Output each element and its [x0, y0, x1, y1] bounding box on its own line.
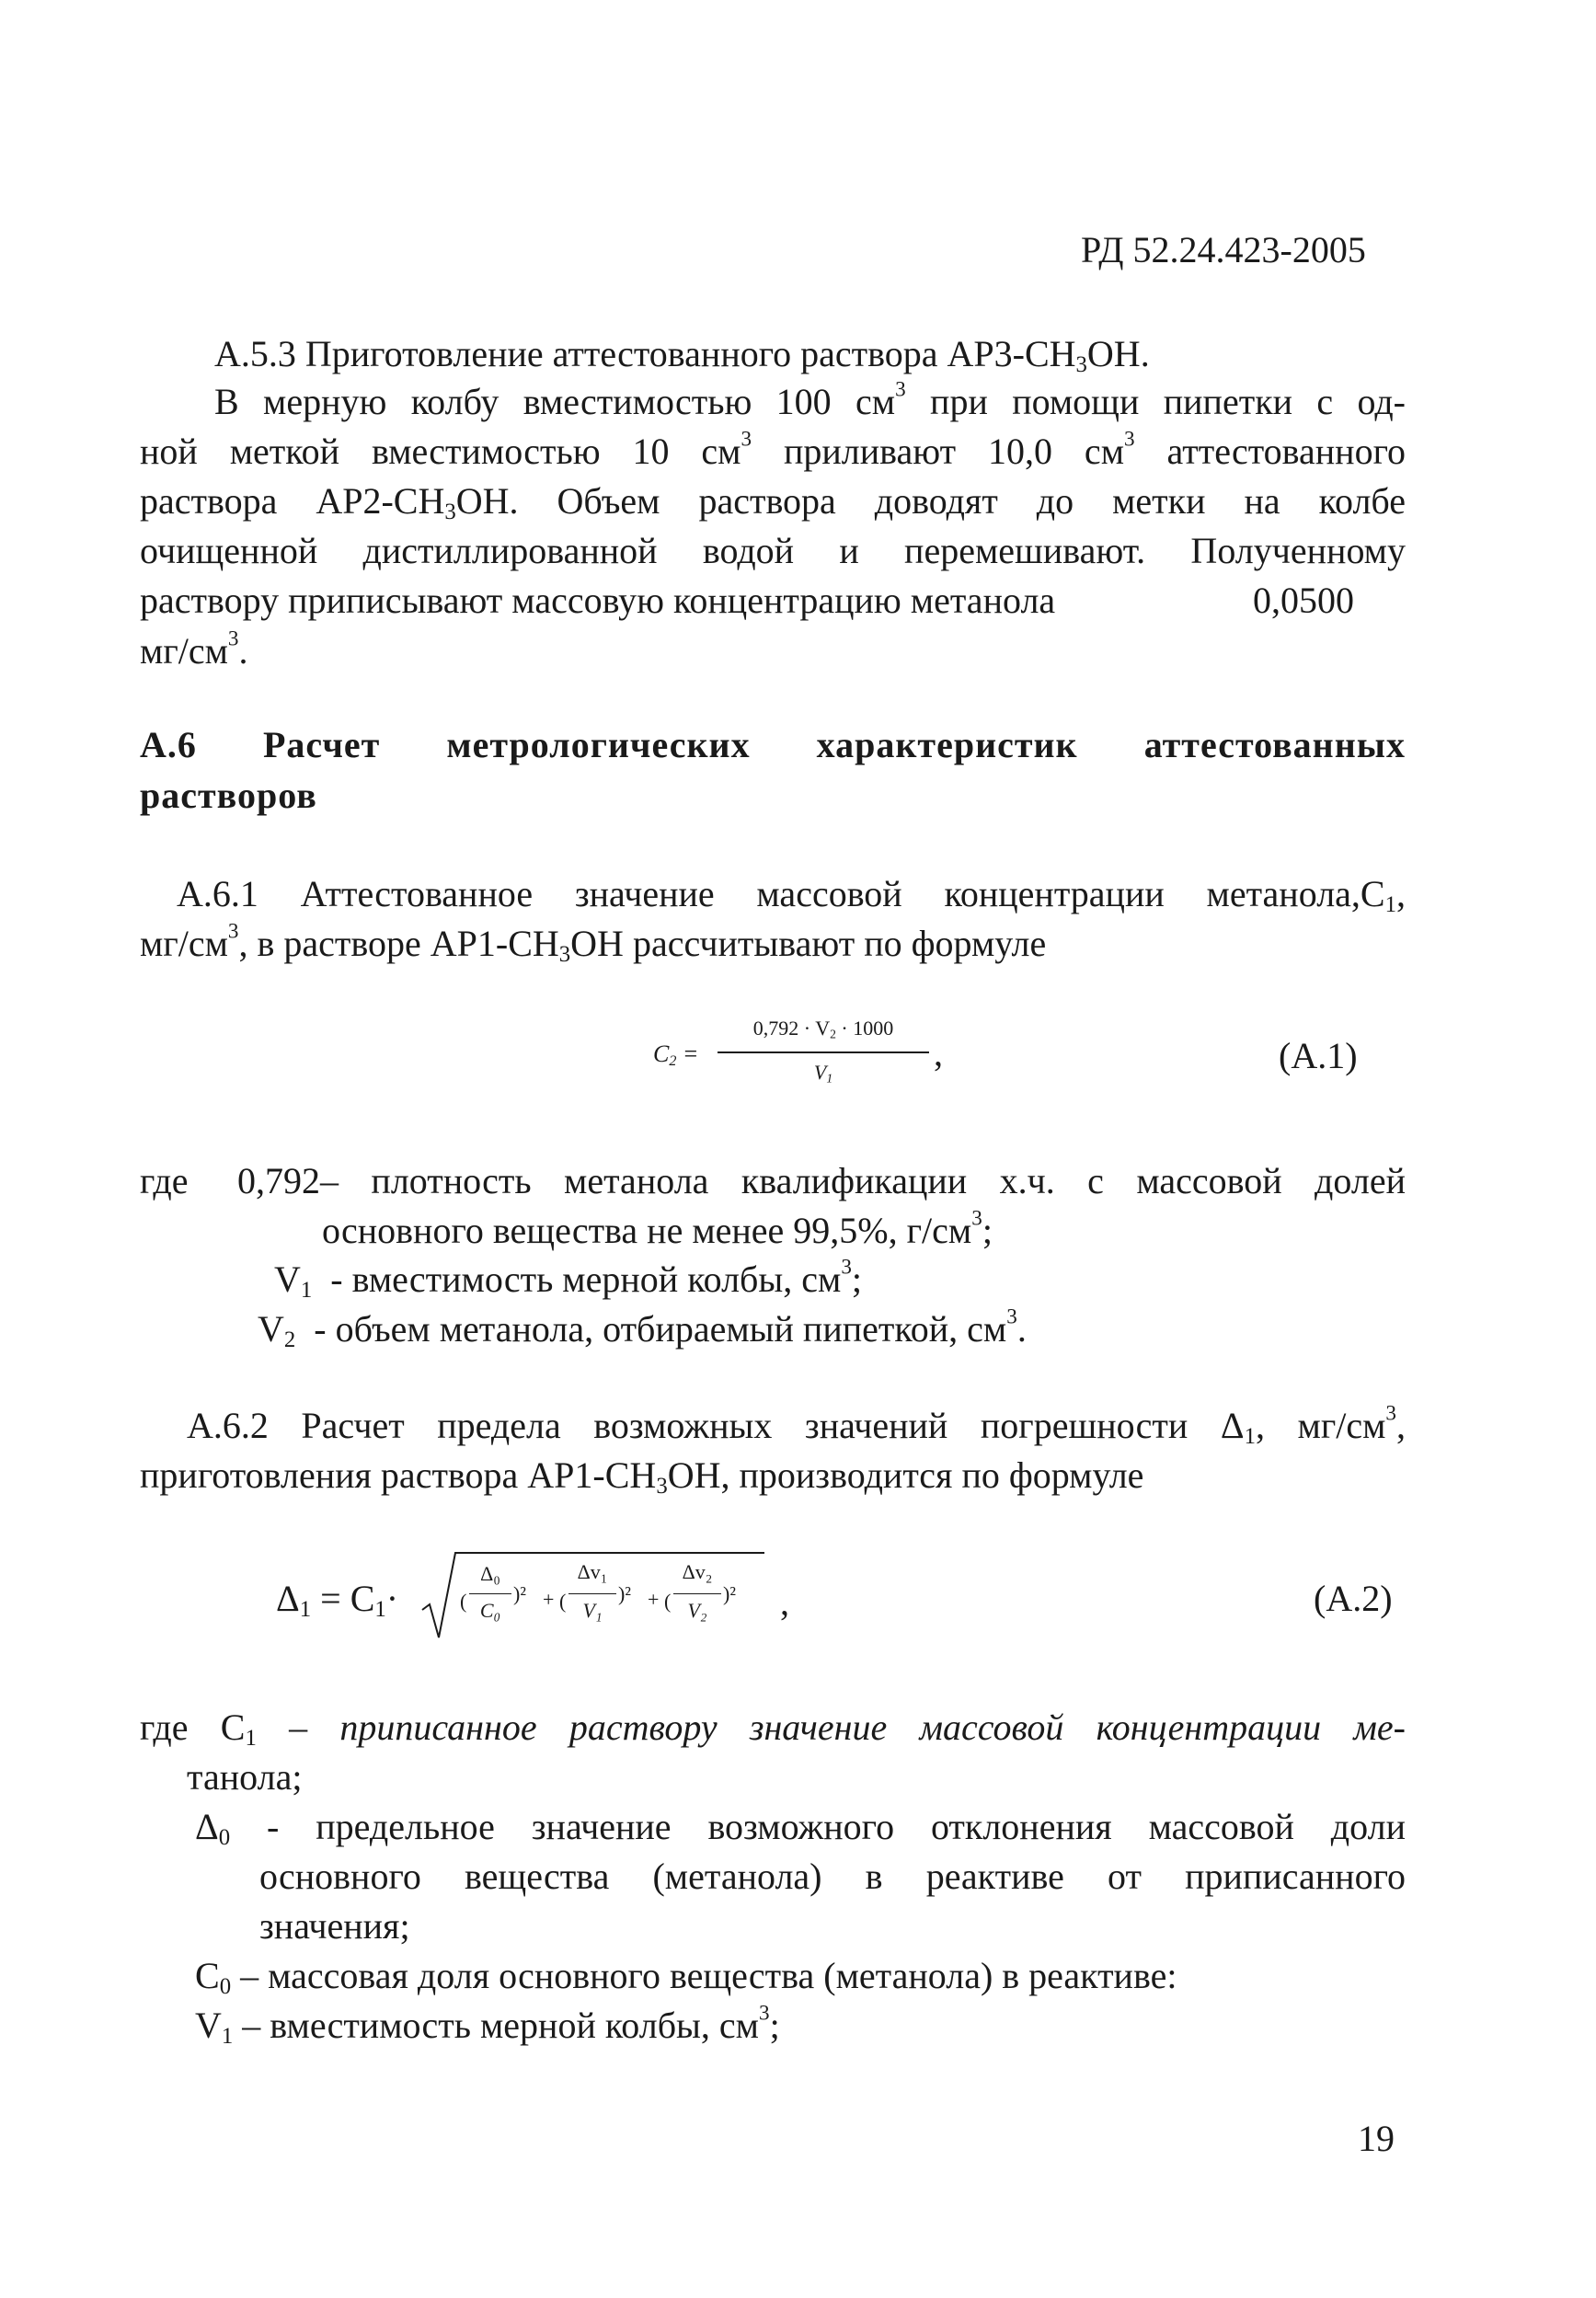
formula-a2-plus-1: + — [543, 1588, 555, 1611]
formula-a2-term1-bar — [469, 1593, 511, 1594]
formula-a2-open-2: ( — [559, 1590, 567, 1613]
formula-a2-close-3: )² — [723, 1582, 736, 1605]
formula-a1-lhs: $C_2$ = — [653, 1040, 699, 1070]
section-a53-line-4: очищенной дистиллированной водой и перемешивают. Полученному — [140, 530, 1406, 571]
formula-a2-open-3: ( — [664, 1590, 672, 1613]
legend-density-line-2: основного вещества не менее 99,5%, $г/см^3$; — [322, 1206, 993, 1251]
methanol-concentration-value: 0,0500 — [1253, 580, 1354, 621]
section-a61-line-1: А.6.1 Аттестованное значение массовой концентрации $метанола,С_1$, — [177, 873, 1406, 918]
legend-v2: $V_2$ - объем метанола, отбираемый пипеткой, $см^3$. — [258, 1304, 1027, 1353]
section-a62-line-1: А.6.2 Расчет предела возможных значений погрешности $\Delta_1$, $мг/см^3$, — [187, 1401, 1407, 1450]
formula-a2-term1-num: Δ₀ — [480, 1562, 500, 1585]
formula-a2-close-2: )² — [618, 1582, 631, 1605]
formula-a2-plus-2: + — [648, 1588, 660, 1611]
formula-a2-term3-den: V₂ — [687, 1599, 707, 1622]
legend-delta0-line-1: $\Delta_0$ - предельное значение возможного отклонения массовой доли — [195, 1806, 1406, 1851]
formula-a2-term2-bar — [568, 1593, 616, 1594]
section-a53-line-6: $мг/см^3$. — [140, 626, 248, 672]
formula-a2-close-1: )² — [513, 1582, 526, 1605]
section-a6-heading-line-2: растворов — [140, 775, 317, 816]
legend-where: где — [140, 1160, 189, 1201]
formula-a2-lhs: $\Delta_1 = C_1\cdot$ — [276, 1578, 399, 1623]
legend-c0: $С_0$ – массовая доля основного вещества (метанола) в реактиве: — [195, 1955, 1177, 2000]
document-number: РД 52.24.423-2005 — [1081, 229, 1366, 270]
formula-a2-term3-num: Δv₂ — [682, 1560, 713, 1583]
formula-a2-open-1: ( — [460, 1590, 467, 1613]
formula-a2-term1-den: C₀ — [479, 1599, 501, 1622]
section-a61-line-2: $мг/см^3$, в растворе $АР1-СН_3ОН$ рассчитывают по формуле — [140, 919, 1047, 968]
formula-a1-comma: , — [934, 1032, 943, 1074]
formula-a1-numerator: $0,792 \cdot V_2 \cdot 1000$ — [752, 1017, 894, 1041]
section-a62-line-2: приготовления раствора $АР1-СН_3ОН$, производится по формуле — [140, 1454, 1144, 1499]
legend-c1-line-2: танола; — [187, 1756, 303, 1798]
section-a6-heading-line-1: А.6 Расчет метрологических характеристик аттестованных — [140, 724, 1406, 765]
formula-a1-denominator: $V_1$ — [813, 1061, 833, 1086]
formula-a2-term3-bar — [673, 1593, 721, 1594]
formula-a2-comma: , — [780, 1581, 789, 1623]
legend-v1: $V_1$ - вместимость мерной колбы, $см^3$; — [274, 1255, 863, 1304]
section-a53-title: А.5.3 Приготовление аттестованного раствора $АР3-СН_3ОН$. — [214, 333, 1150, 378]
section-a53-line-5: раствору приписывают массовую концентрацию метанола — [140, 580, 1056, 621]
formula-a2-term2-den: V₁ — [582, 1599, 603, 1622]
formula-a2-number: (А.2) — [1314, 1578, 1393, 1619]
legend-v1-a2: $V_1$ – вместимость мерной колбы, $см^3$; — [195, 2001, 780, 2050]
legend-density-line-1: 0,792– плотность метанола квалификации х.ч. с массовой долей — [237, 1160, 1406, 1201]
formula-a2-term2-num: Δv₁ — [577, 1560, 608, 1583]
legend-c1-line-1: где $С_1$ – приписанное раствору значение массовой концентрации ме- — [140, 1706, 1406, 1752]
legend-delta0-line-3: значения; — [259, 1905, 410, 1947]
formula-a1-fraction-bar — [718, 1051, 929, 1053]
formula-a1-number: (А.1) — [1279, 1035, 1358, 1076]
section-a53-line-1: В мерную колбу вместимостью 100 $см^3$ при помощи пипетки с од- — [214, 377, 1407, 422]
legend-delta0-line-2: основного вещества (метанола) в реактиве от приписанного — [259, 1856, 1406, 1897]
section-a53-line-3: раствора $АР2-СН_3ОН$. Объем раствора доводят до метки на колбе — [140, 480, 1406, 525]
page-number: 19 — [1358, 2118, 1395, 2159]
section-a53-line-2: ной меткой вместимостью 10 $см^3$ приливают 10,0 $см^3$ аттестованного — [140, 427, 1406, 472]
